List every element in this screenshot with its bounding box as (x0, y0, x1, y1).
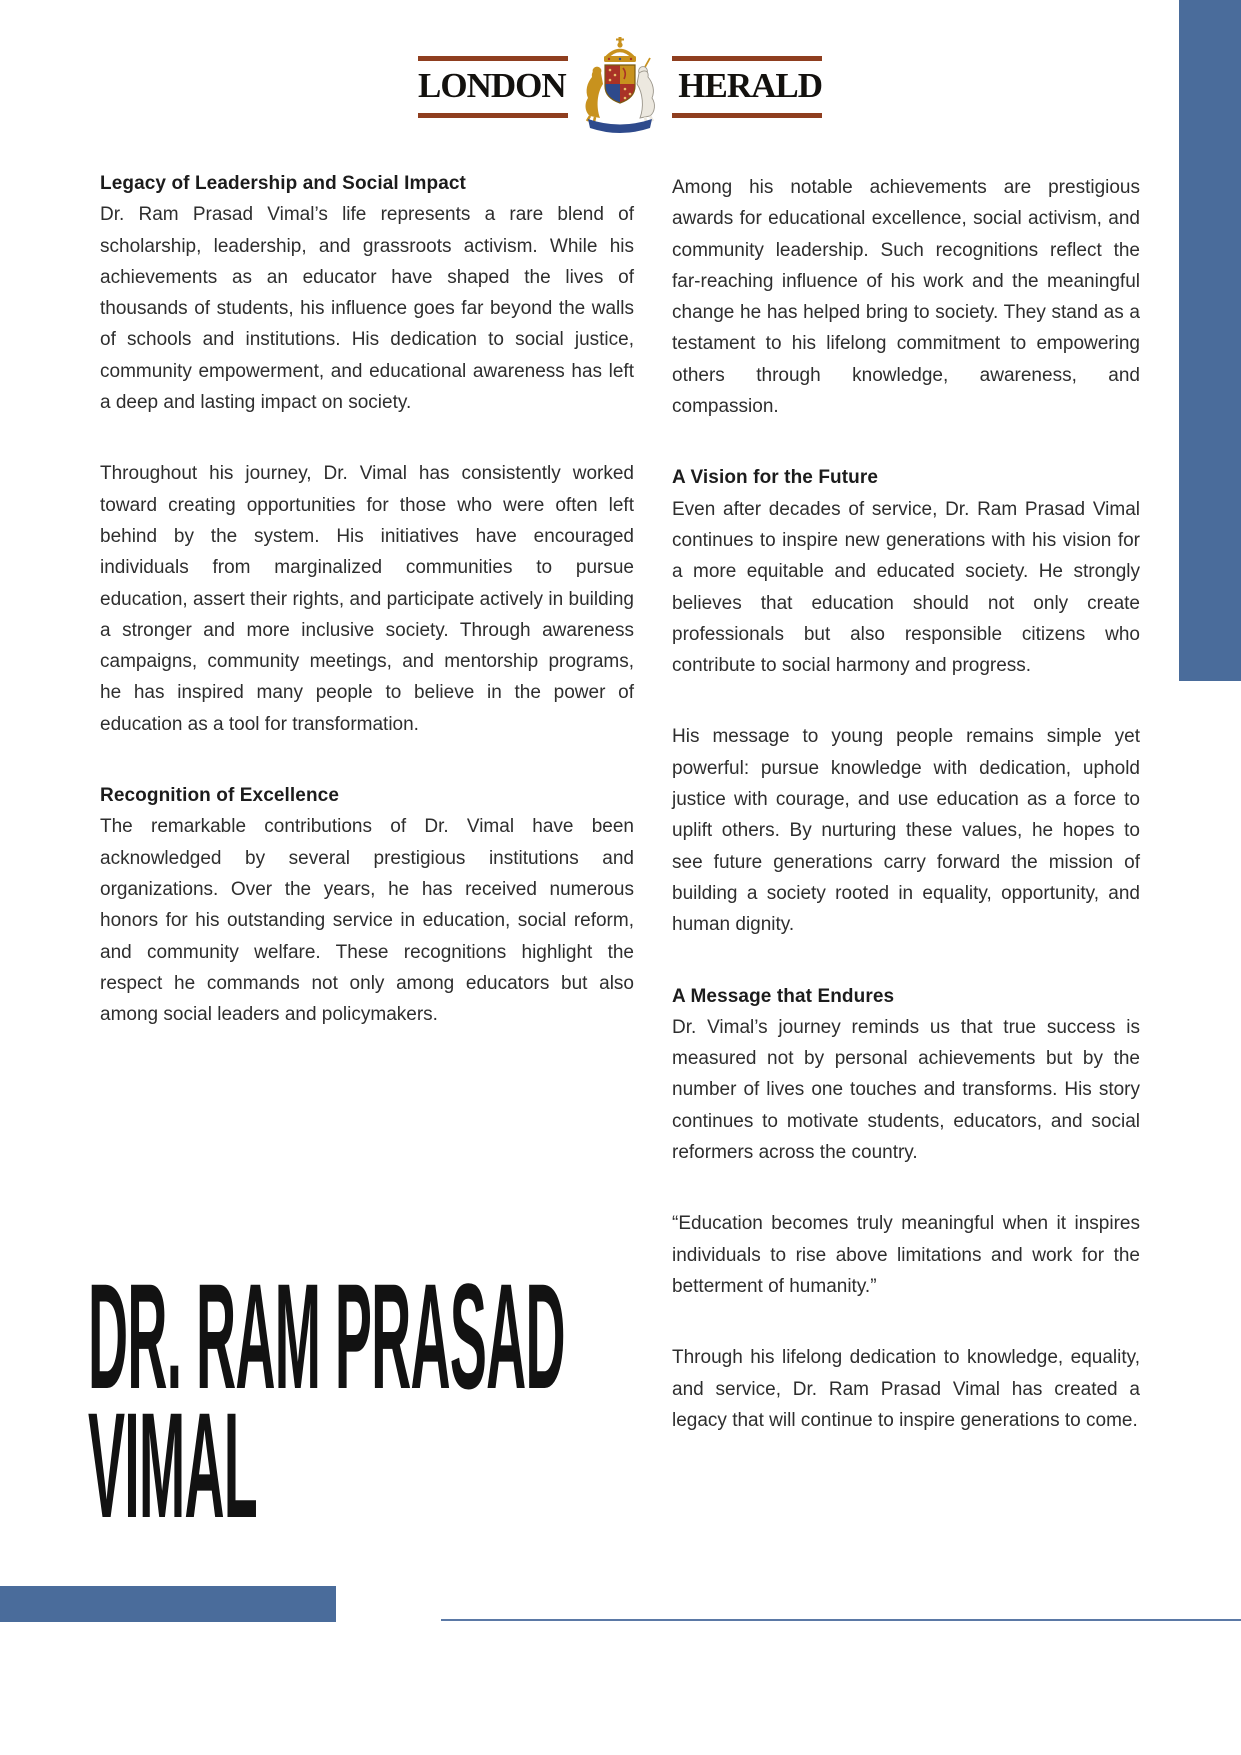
body-paragraph: Through his lifelong dedication to knowledge, equality, and service, Dr. Ram Prasad Vimal has created a legacy that will continue to inspire generations to come. (672, 1347, 1140, 1431)
section-heading-message: A Message that Endures (672, 985, 895, 1007)
masthead (418, 42, 822, 142)
quote-paragraph: “Education becomes truly meaningful when it inspires individuals to rise above limitations and work for the betterment of humanity.” (672, 1213, 1140, 1297)
right-column (672, 172, 1140, 1436)
body-paragraph: Dr. Ram Prasad Vimal’s life represents a rare blend of scholarship, leadership, and grassroots activism. While his achievements as an educator have shaped the lives of thousands of students, his influence goes far beyond the walls of schools and institutions. His dedication to social justice, community empowerment, and educational awareness has left a deep and lasting impact on society. (100, 204, 634, 414)
left-column (100, 168, 634, 1030)
royal-crest-icon (568, 36, 672, 138)
footer-divider-line (441, 1619, 1241, 1621)
body-paragraph: The remarkable contributions of Dr. Vimal have been acknowledged by several prestigious institutions and organizations. Over the years, he has received numerous honors for his outstanding service in education, social reform, and community welfare. These recognitions highlight the respect he commands not only among educators but also among social leaders and policymakers. (100, 816, 634, 1026)
masthead-word-herald: HERALD (678, 66, 822, 105)
right-sidebar-accent (1179, 0, 1241, 681)
section-heading-legacy: Legacy of Leadership and Social Impact (100, 173, 466, 194)
section-heading-vision: A Vision for the Future (672, 467, 879, 489)
body-paragraph: Dr. Vimal’s journey reminds us that true success is measured not by personal achievements but by the number of lives one touches and transforms. His story continues to motivate students, educators, and social reformers across the country. (672, 1016, 1140, 1164)
feature-title-line-1: DR. RAM PRASAD (88, 1252, 565, 1420)
body-paragraph: Among his notable achievements are prestigious awards for educational excellence, social activism, and community leadership. Such recognitions reflect the far-reaching influence of his work and the meaningful change he has helped bring to society. They stand as a testament to his lifelong commitment to empowering others through knowledge, awareness, and compassion. (672, 177, 1140, 418)
masthead-word-london: LONDON (418, 66, 566, 105)
body-paragraph: Throughout his journey, Dr. Vimal has consistently worked toward creating opportunities for those who were often left behind by the system. His initiatives have encouraged individuals from marginalized communities to pursue education, assert their rights, and participate actively in building a stronger and more inclusive society. Through awareness campaigns, community meetings, and mentorship programs, he has inspired many people to believe in the power of education as a tool for transformation. (100, 463, 634, 735)
body-paragraph: His message to young people remains simple yet powerful: pursue knowledge with dedication, uphold justice with courage, and use education as a force to uplift others. By nurturing these values, he hopes to see future generations carry forward the mission of building a society rooted in equality, opportunity, and human dignity. (672, 726, 1140, 936)
feature-title-line-2: VIMAL (88, 1381, 257, 1549)
body-paragraph: Even after decades of service, Dr. Ram Prasad Vimal continues to inspire new generations with his vision for a more equitable and educated society. He strongly believes that education should not only create professionals but also responsible citizens who contribute to social harmony and progress. (672, 498, 1140, 677)
section-heading-recognition: Recognition of Excellence (100, 785, 339, 807)
footer-accent-bar (0, 1586, 336, 1622)
